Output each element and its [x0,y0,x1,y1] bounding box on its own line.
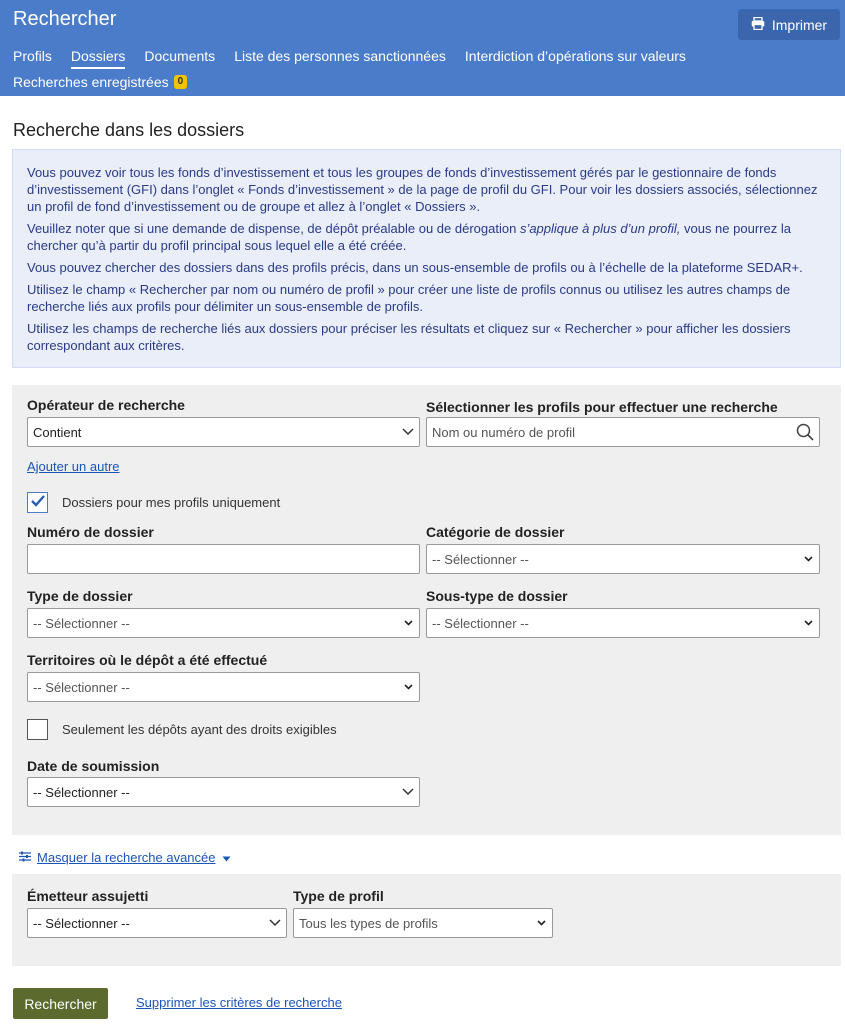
chevron-down-icon [264,919,286,927]
main-tabs [13,48,686,69]
chevron-down-icon [397,684,419,690]
file-subtype-label: Sous-type de dossier [426,588,568,604]
chevron-down-icon [797,620,819,626]
chevron-down-icon [397,788,419,796]
search-form-panel [12,385,841,835]
caret-down-icon [222,850,231,865]
file-number-input[interactable] [27,544,420,574]
my-profiles-label: Dossiers pour mes profils uniquement [62,495,281,510]
saved-searches-count-badge: 0 [174,75,188,89]
issuer-select[interactable]: -- Sélectionner -- [27,908,287,938]
checkmark-icon [30,494,46,511]
fees-only-checkbox[interactable] [27,719,48,740]
tab-sanctioned-persons[interactable]: Liste des personnes sanctionnées [234,48,446,64]
info-paragraph: Veuillez noter que si une demande de dispense, de dépôt préalable ou de dérogation s’applique à plus d’un profil, vous ne pourrez la chercher qu’à partir du profil principal sous lequel elle a été créée. [27,221,791,253]
info-paragraph: Vous pouvez chercher des dossiers dans des profils précis, dans un sous-ensemble de profils ou à l’échelle de la plateforme SEDAR+. [27,260,803,275]
profile-type-select[interactable]: Tous les types de profils [293,908,553,938]
file-type-select[interactable]: -- Sélectionner -- [27,608,420,638]
fees-only-label: Seulement les dépôts ayant des droits exigibles [62,722,337,737]
saved-searches-label: Recherches enregistrées [13,74,169,90]
tab-cease-trade[interactable]: Interdiction d’opérations sur valeurs [464,48,686,64]
print-button[interactable] [738,9,840,40]
file-type-label: Type de dossier [27,588,133,604]
advanced-search-panel [12,874,841,966]
jurisdictions-select[interactable]: -- Sélectionner -- [27,672,420,702]
profiles-label: Sélectionner les profils pour effectuer une recherche [426,399,778,415]
tab-profils[interactable]: Profils [13,48,52,64]
file-category-select[interactable]: -- Sélectionner -- [426,544,820,574]
clear-criteria-link[interactable]: Supprimer les critères de recherche [136,995,342,1010]
tab-saved-searches[interactable] [13,74,187,90]
info-paragraph: Vous pouvez voir tous les fonds d’investissement et tous les groupes de fonds d’investissement gérés par le gestionnaire de fonds d’investissement (GFI) dans l’onglet « Fonds d’investissement » de la page de profil du GFI. Pour voir les dossiers associés, sélectionnez un profil de fond d’investissement ou de groupe et allez à l’onglet « Dossiers ». [27,165,818,214]
printer-icon [751,17,765,33]
add-another-link[interactable]: Ajouter un autre [27,459,120,474]
info-paragraph: Utilisez le champ « Rechercher par nom ou numéro de profil » pour créer une liste de profils connus ou utilisez les autres champs de recherche liés aux profils pour délimiter un sous-ensemble de profils. [27,282,791,314]
issuer-label: Émetteur assujetti [27,888,149,904]
submission-date-select[interactable]: -- Sélectionner -- [27,777,420,807]
chevron-down-icon [397,620,419,626]
my-profiles-checkbox[interactable] [27,492,48,513]
top-header [0,0,845,96]
file-number-label: Numéro de dossier [27,524,154,540]
file-category-label: Catégorie de dossier [426,524,565,540]
tab-documents[interactable]: Documents [144,48,216,64]
chevron-down-icon [530,920,552,926]
advanced-search-toggle-label: Masquer la recherche avancée [37,850,216,865]
app-title: Rechercher [13,8,117,30]
chevron-down-icon [797,556,819,562]
profile-search-input[interactable]: Nom ou numéro de profil [426,417,820,447]
operator-select[interactable]: Contient [27,417,420,447]
search-button[interactable]: Rechercher [13,988,108,1019]
file-subtype-select[interactable]: -- Sélectionner -- [426,608,820,638]
profile-type-label: Type de profil [293,888,384,904]
advanced-search-toggle[interactable] [19,850,231,865]
search-icon[interactable] [791,423,819,441]
tab-dossiers[interactable]: Dossiers [71,48,125,69]
operator-label: Opérateur de recherche [27,397,185,413]
info-panel [12,149,841,368]
print-label: Imprimer [771,16,828,33]
jurisdictions-label: Territoires où le dépôt a été effectué [27,652,268,668]
submission-date-label: Date de soumission [27,758,160,774]
sliders-icon [19,850,31,865]
page-title: Recherche dans les dossiers [13,120,245,140]
info-paragraph: Utilisez les champs de recherche liés aux dossiers pour préciser les résultats et cliquez sur « Rechercher » pour afficher les dossiers correspondant aux critères. [27,321,791,353]
chevron-down-icon [397,428,419,436]
